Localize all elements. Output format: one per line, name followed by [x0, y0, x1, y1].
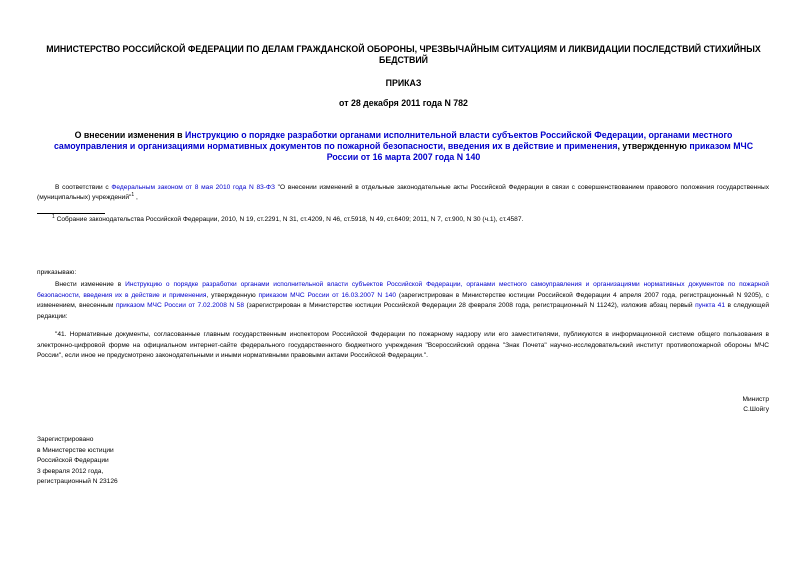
amend-text-2: , утвержденную [206, 291, 259, 299]
amend-text-1: Внести изменение в [55, 281, 126, 288]
amend-text-5: в следующей редакции: [37, 302, 770, 320]
order-word: ПРИКАЗ [385, 78, 422, 88]
orders-word: приказываю: [37, 269, 77, 276]
federal-law-link[interactable]: Федеральным законом от 8 мая 2010 года N 83-ФЗ [111, 184, 275, 191]
law-name: "О внесении изменений в отдельные законодательные акты Российской Федерации в связи с совершенствованием правового положения государственных (муниципальных) учреждений" [37, 184, 769, 201]
item-41-link[interactable]: пункта 41 [695, 302, 726, 309]
amend-order-58-link[interactable]: приказом МЧС России от 7.02.2008 N 58 [115, 302, 244, 309]
signature-name: С.Шойгу [743, 406, 769, 413]
registration-line: 3 февраля 2012 года, [37, 467, 104, 475]
order-date: от 28 декабря 2011 года N 782 [339, 98, 468, 108]
amend-order-140-link[interactable]: приказом МЧС России от 16.03.2007 N 140 [258, 291, 397, 299]
quote-paragraph: "41. Нормативные документы, согласованные главным государственным инспектором Российской Федерации по пожарному надзору или его заместителями, публикуются в информационной системе общего пользования в электронно-цифровой форме на официальном интернет-сайте федерального государственного бюджетного учреждения "Всероссийский ордена "Знак Почета" научно-исследовательский институт противопожарной обороны МЧС России", если иное не предусмотрено законодательными и иными нормативными правовыми актами Российской Федерации.". [37, 331, 769, 359]
ministry-heading: МИНИСТЕРСТВО РОССИЙСКОЙ ФЕДЕРАЦИИ ПО ДЕЛАМ ГРАЖДАНСКОЙ ОБОРОНЫ, ЧРЕЗВЫЧАЙНЫМ СИТУАЦИЯМ И ЛИКВИДАЦИИ ПОСЛЕДСТВИЙ СТИХИЙНЫХ БЕДСТВИЙ [46, 44, 761, 65]
law-suffix: , [134, 194, 138, 201]
footnote-divider [37, 213, 105, 214]
title-prefix: О внесении изменения в [74, 130, 186, 140]
registration-line: в Министерстве юстиции [37, 446, 114, 454]
instruction-link[interactable]: Инструкцию о порядке разработки органами исполнительной власти субъектов Российской Федерации, органами местного самоуправления и организациями нормативных документов по пожарной безопасности, введения их в действие и применения [53, 130, 733, 152]
registration-line: Зарегистрировано [37, 436, 94, 443]
amend-text-3: (зарегистрирован в Министерстве юстиции Российской Федерации 4 апреля 2007 года, регистрационный N 9205), с изменением, внесенным [37, 291, 769, 309]
footnote-mark: 1 [52, 213, 55, 220]
registration-block [37, 435, 118, 488]
registration-line: Российской Федерации [37, 457, 109, 464]
signature-title: Министр [742, 396, 769, 403]
amend-instruction-link[interactable]: Инструкцию о порядке разработки органами исполнительной власти субъектов Российской Федерации, органами местного самоуправления и организациями нормативных документов по пожарной безопасности, введения их в действие и применения [37, 281, 769, 299]
registration-line: регистрационный N 23126 [37, 478, 118, 485]
footnote-reference[interactable]: 1 [131, 191, 135, 198]
law-paragraph [37, 183, 769, 203]
amend-paragraph [37, 280, 769, 322]
footnote [52, 215, 762, 224]
amend-text-4: (зарегистрирован в Министерстве юстиции Российской Федерации 28 февраля 2008 года, регистрационный N 11242), изложив абзац первый [244, 302, 696, 309]
order-140-link[interactable]: приказом МЧС России от 16 марта 2007 года N 140 [326, 141, 754, 163]
title-middle: , утвержденную [617, 141, 690, 152]
document-title [48, 130, 759, 164]
footnote-text: Собрание законодательства Российской Федерации, 2010, N 19, ст.2291, N 31, ст.4209, N 46, ст.5918, N 49, ст.6409; 2011, N 7, ст.900, N 30 (ч.1), ст.4587. [54, 216, 524, 223]
law-prefix: В соответствии с [55, 184, 112, 191]
